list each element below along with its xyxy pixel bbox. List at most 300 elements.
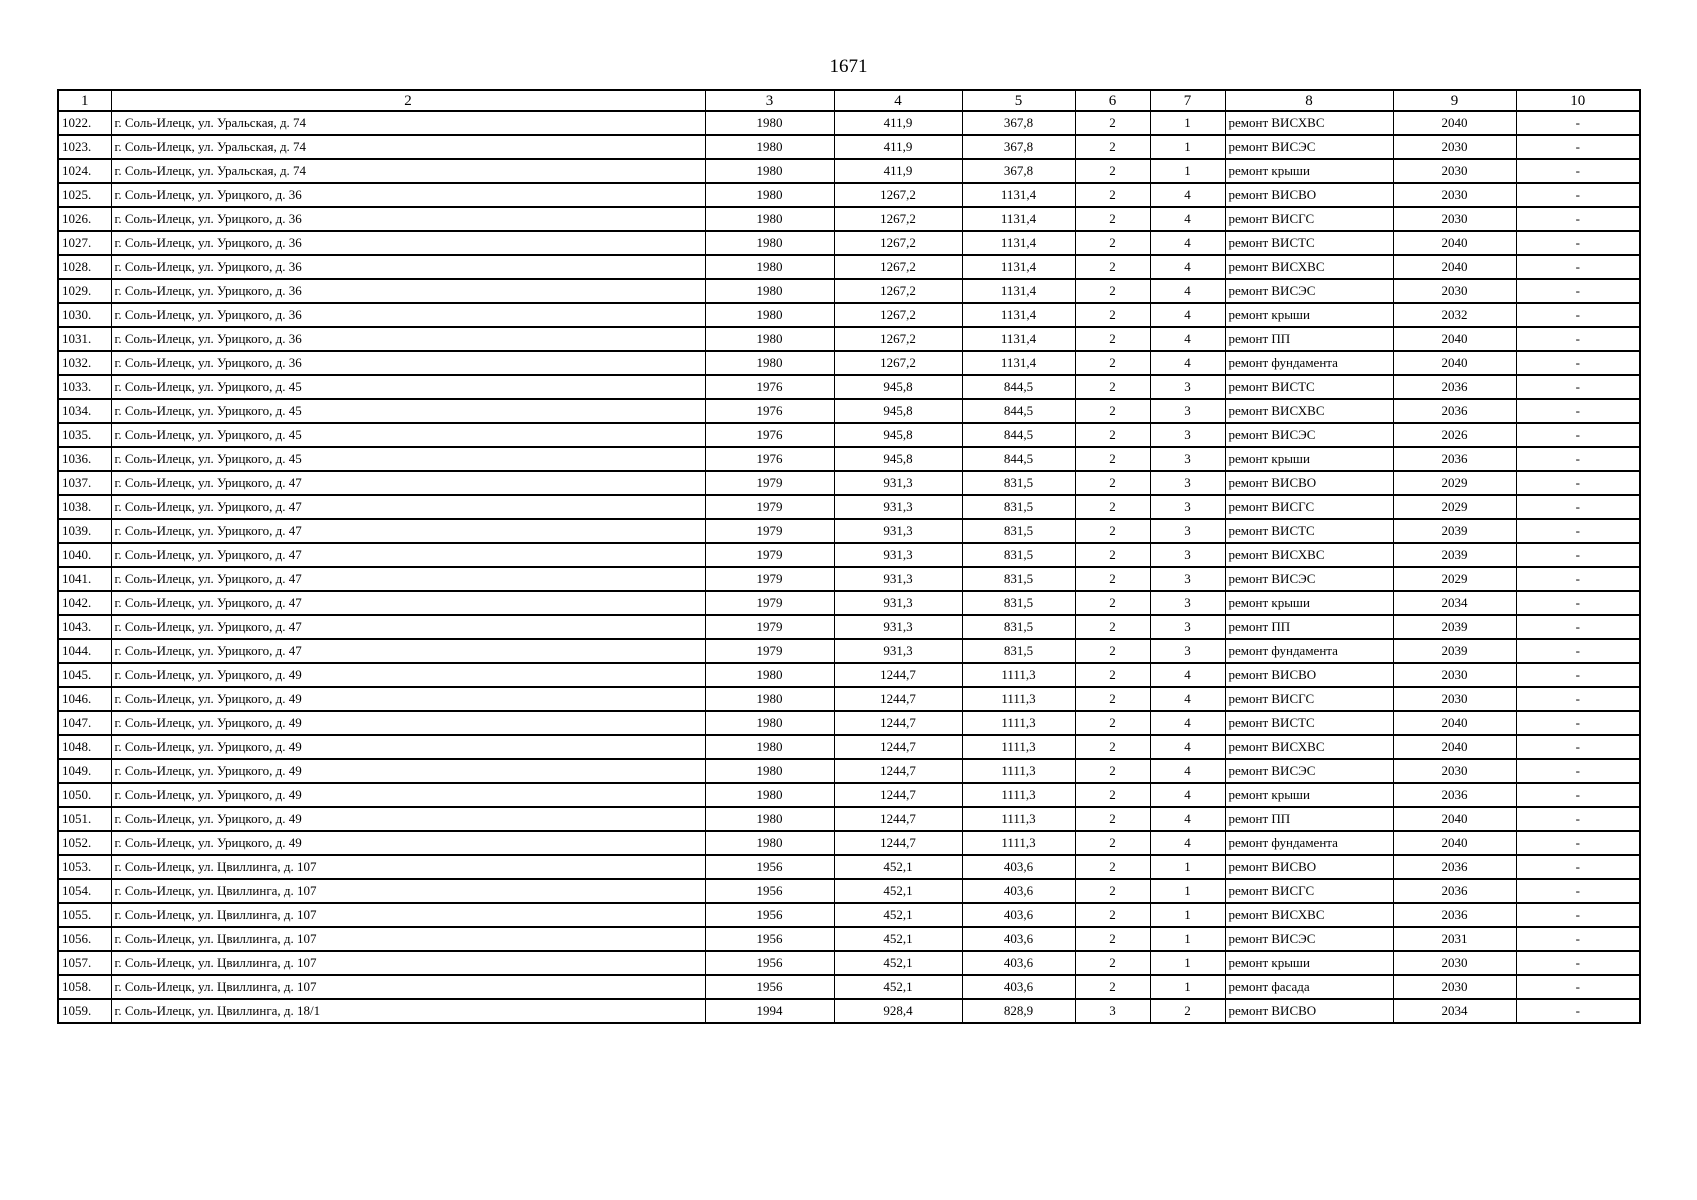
entrances-cell: 3 — [1150, 423, 1225, 447]
header-row — [58, 90, 1640, 111]
table-row — [58, 399, 1640, 423]
floors-cell: 2 — [1075, 471, 1150, 495]
table-row — [58, 111, 1640, 135]
column-header: 6 — [1075, 90, 1150, 111]
planned-year-cell: 2030 — [1393, 759, 1516, 783]
total-area-cell: 452,1 — [834, 927, 962, 951]
table-row — [58, 807, 1640, 831]
row-number-cell: 1053. — [58, 855, 111, 879]
work-type-cell: ремонт ВИСЭС — [1225, 927, 1393, 951]
planned-year-cell: 2036 — [1393, 879, 1516, 903]
total-area-cell: 1267,2 — [834, 327, 962, 351]
work-type-cell: ремонт крыши — [1225, 783, 1393, 807]
floors-cell: 2 — [1075, 135, 1150, 159]
planned-year-cell: 2034 — [1393, 999, 1516, 1023]
floors-cell: 2 — [1075, 207, 1150, 231]
entrances-cell: 4 — [1150, 279, 1225, 303]
work-type-cell: ремонт ВИСГС — [1225, 879, 1393, 903]
living-area-cell: 831,5 — [962, 567, 1075, 591]
planned-year-cell: 2039 — [1393, 543, 1516, 567]
total-area-cell: 452,1 — [834, 879, 962, 903]
table-row — [58, 471, 1640, 495]
total-area-cell: 931,3 — [834, 519, 962, 543]
note-cell: - — [1516, 471, 1640, 495]
table-row — [58, 951, 1640, 975]
floors-cell: 2 — [1075, 711, 1150, 735]
living-area-cell: 403,6 — [962, 855, 1075, 879]
address-cell: г. Соль-Илецк, ул. Уральская, д. 74 — [111, 111, 705, 135]
address-cell: г. Соль-Илецк, ул. Урицкого, д. 47 — [111, 567, 705, 591]
address-cell: г. Соль-Илецк, ул. Урицкого, д. 36 — [111, 231, 705, 255]
total-area-cell: 945,8 — [834, 399, 962, 423]
planned-year-cell: 2039 — [1393, 639, 1516, 663]
address-cell: г. Соль-Илецк, ул. Урицкого, д. 36 — [111, 351, 705, 375]
planned-year-cell: 2040 — [1393, 351, 1516, 375]
floors-cell: 2 — [1075, 951, 1150, 975]
work-type-cell: ремонт ВИСГС — [1225, 687, 1393, 711]
note-cell: - — [1516, 567, 1640, 591]
work-type-cell: ремонт ВИСВО — [1225, 183, 1393, 207]
table-header — [58, 90, 1640, 111]
table-row — [58, 207, 1640, 231]
row-number-cell: 1022. — [58, 111, 111, 135]
column-header: 7 — [1150, 90, 1225, 111]
table-row — [58, 183, 1640, 207]
work-type-cell: ремонт ВИСГС — [1225, 207, 1393, 231]
planned-year-cell: 2030 — [1393, 663, 1516, 687]
living-area-cell: 1131,4 — [962, 279, 1075, 303]
work-type-cell: ремонт ВИСВО — [1225, 999, 1393, 1023]
living-area-cell: 1111,3 — [962, 759, 1075, 783]
row-number-cell: 1038. — [58, 495, 111, 519]
build-year-cell: 1979 — [705, 519, 834, 543]
planned-year-cell: 2032 — [1393, 303, 1516, 327]
floors-cell: 2 — [1075, 159, 1150, 183]
planned-year-cell: 2029 — [1393, 567, 1516, 591]
living-area-cell: 1111,3 — [962, 687, 1075, 711]
living-area-cell: 367,8 — [962, 159, 1075, 183]
note-cell: - — [1516, 903, 1640, 927]
entrances-cell: 4 — [1150, 255, 1225, 279]
note-cell: - — [1516, 687, 1640, 711]
table-row — [58, 687, 1640, 711]
total-area-cell: 411,9 — [834, 111, 962, 135]
planned-year-cell: 2040 — [1393, 327, 1516, 351]
address-cell: г. Соль-Илецк, ул. Урицкого, д. 45 — [111, 399, 705, 423]
address-cell: г. Соль-Илецк, ул. Урицкого, д. 36 — [111, 279, 705, 303]
living-area-cell: 367,8 — [962, 135, 1075, 159]
living-area-cell: 831,5 — [962, 471, 1075, 495]
note-cell: - — [1516, 135, 1640, 159]
row-number-cell: 1041. — [58, 567, 111, 591]
floors-cell: 2 — [1075, 279, 1150, 303]
floors-cell: 2 — [1075, 975, 1150, 999]
address-cell: г. Соль-Илецк, ул. Цвиллинга, д. 107 — [111, 975, 705, 999]
floors-cell: 2 — [1075, 351, 1150, 375]
entrances-cell: 4 — [1150, 783, 1225, 807]
column-header: 4 — [834, 90, 962, 111]
total-area-cell: 928,4 — [834, 999, 962, 1023]
work-type-cell: ремонт ПП — [1225, 327, 1393, 351]
table-row — [58, 543, 1640, 567]
planned-year-cell: 2036 — [1393, 903, 1516, 927]
table-row — [58, 639, 1640, 663]
build-year-cell: 1980 — [705, 303, 834, 327]
note-cell: - — [1516, 375, 1640, 399]
address-cell: г. Соль-Илецк, ул. Урицкого, д. 47 — [111, 591, 705, 615]
total-area-cell: 1244,7 — [834, 807, 962, 831]
build-year-cell: 1976 — [705, 423, 834, 447]
column-header: 8 — [1225, 90, 1393, 111]
note-cell: - — [1516, 711, 1640, 735]
row-number-cell: 1048. — [58, 735, 111, 759]
total-area-cell: 931,3 — [834, 471, 962, 495]
living-area-cell: 1111,3 — [962, 711, 1075, 735]
entrances-cell: 3 — [1150, 471, 1225, 495]
floors-cell: 2 — [1075, 855, 1150, 879]
address-cell: г. Соль-Илецк, ул. Урицкого, д. 47 — [111, 615, 705, 639]
total-area-cell: 931,3 — [834, 567, 962, 591]
entrances-cell: 3 — [1150, 519, 1225, 543]
total-area-cell: 945,8 — [834, 447, 962, 471]
living-area-cell: 828,9 — [962, 999, 1075, 1023]
row-number-cell: 1055. — [58, 903, 111, 927]
planned-year-cell: 2030 — [1393, 183, 1516, 207]
planned-year-cell: 2036 — [1393, 375, 1516, 399]
note-cell: - — [1516, 111, 1640, 135]
work-type-cell: ремонт ВИСГС — [1225, 495, 1393, 519]
entrances-cell: 3 — [1150, 399, 1225, 423]
build-year-cell: 1956 — [705, 855, 834, 879]
note-cell: - — [1516, 591, 1640, 615]
address-cell: г. Соль-Илецк, ул. Цвиллинга, д. 107 — [111, 879, 705, 903]
table-row — [58, 303, 1640, 327]
work-type-cell: ремонт ВИСЭС — [1225, 567, 1393, 591]
note-cell: - — [1516, 519, 1640, 543]
table-row — [58, 519, 1640, 543]
work-type-cell: ремонт ВИСХВС — [1225, 543, 1393, 567]
address-cell: г. Соль-Илецк, ул. Урицкого, д. 49 — [111, 783, 705, 807]
work-type-cell: ремонт ПП — [1225, 807, 1393, 831]
column-header: 1 — [58, 90, 111, 111]
work-type-cell: ремонт фундамента — [1225, 639, 1393, 663]
row-number-cell: 1040. — [58, 543, 111, 567]
entrances-cell: 3 — [1150, 543, 1225, 567]
planned-year-cell: 2029 — [1393, 495, 1516, 519]
row-number-cell: 1036. — [58, 447, 111, 471]
note-cell: - — [1516, 303, 1640, 327]
total-area-cell: 931,3 — [834, 591, 962, 615]
note-cell: - — [1516, 759, 1640, 783]
floors-cell: 2 — [1075, 399, 1150, 423]
work-type-cell: ремонт ВИСЭС — [1225, 279, 1393, 303]
table-row — [58, 591, 1640, 615]
build-year-cell: 1980 — [705, 183, 834, 207]
floors-cell: 2 — [1075, 423, 1150, 447]
entrances-cell: 4 — [1150, 831, 1225, 855]
address-cell: г. Соль-Илецк, ул. Урицкого, д. 47 — [111, 495, 705, 519]
note-cell: - — [1516, 951, 1640, 975]
build-year-cell: 1980 — [705, 351, 834, 375]
work-type-cell: ремонт фундамента — [1225, 831, 1393, 855]
entrances-cell: 1 — [1150, 855, 1225, 879]
address-cell: г. Соль-Илецк, ул. Урицкого, д. 49 — [111, 735, 705, 759]
entrances-cell: 3 — [1150, 615, 1225, 639]
work-type-cell: ремонт ВИСВО — [1225, 855, 1393, 879]
table-row — [58, 831, 1640, 855]
total-area-cell: 1244,7 — [834, 687, 962, 711]
planned-year-cell: 2040 — [1393, 111, 1516, 135]
column-header: 5 — [962, 90, 1075, 111]
address-cell: г. Соль-Илецк, ул. Цвиллинга, д. 107 — [111, 855, 705, 879]
row-number-cell: 1034. — [58, 399, 111, 423]
work-type-cell: ремонт ВИСЭС — [1225, 135, 1393, 159]
build-year-cell: 1979 — [705, 543, 834, 567]
table-row — [58, 231, 1640, 255]
table-row — [58, 927, 1640, 951]
table-row — [58, 567, 1640, 591]
work-type-cell: ремонт крыши — [1225, 303, 1393, 327]
table-row — [58, 447, 1640, 471]
planned-year-cell: 2034 — [1393, 591, 1516, 615]
floors-cell: 2 — [1075, 255, 1150, 279]
table-row — [58, 783, 1640, 807]
row-number-cell: 1056. — [58, 927, 111, 951]
note-cell: - — [1516, 351, 1640, 375]
row-number-cell: 1039. — [58, 519, 111, 543]
row-number-cell: 1059. — [58, 999, 111, 1023]
planned-year-cell: 2030 — [1393, 207, 1516, 231]
note-cell: - — [1516, 423, 1640, 447]
planned-year-cell: 2030 — [1393, 279, 1516, 303]
entrances-cell: 3 — [1150, 375, 1225, 399]
total-area-cell: 411,9 — [834, 135, 962, 159]
work-type-cell: ремонт крыши — [1225, 591, 1393, 615]
row-number-cell: 1027. — [58, 231, 111, 255]
planned-year-cell: 2036 — [1393, 399, 1516, 423]
entrances-cell: 1 — [1150, 903, 1225, 927]
floors-cell: 2 — [1075, 183, 1150, 207]
row-number-cell: 1037. — [58, 471, 111, 495]
entrances-cell: 4 — [1150, 231, 1225, 255]
entrances-cell: 4 — [1150, 207, 1225, 231]
work-type-cell: ремонт ВИСЭС — [1225, 423, 1393, 447]
total-area-cell: 931,3 — [834, 639, 962, 663]
planned-year-cell: 2030 — [1393, 975, 1516, 999]
floors-cell: 2 — [1075, 687, 1150, 711]
living-area-cell: 831,5 — [962, 495, 1075, 519]
entrances-cell: 3 — [1150, 567, 1225, 591]
row-number-cell: 1057. — [58, 951, 111, 975]
row-number-cell: 1023. — [58, 135, 111, 159]
living-area-cell: 1131,4 — [962, 327, 1075, 351]
row-number-cell: 1049. — [58, 759, 111, 783]
note-cell: - — [1516, 255, 1640, 279]
living-area-cell: 403,6 — [962, 951, 1075, 975]
table-row — [58, 351, 1640, 375]
note-cell: - — [1516, 327, 1640, 351]
row-number-cell: 1026. — [58, 207, 111, 231]
total-area-cell: 1267,2 — [834, 231, 962, 255]
build-year-cell: 1976 — [705, 399, 834, 423]
work-type-cell: ремонт фасада — [1225, 975, 1393, 999]
living-area-cell: 844,5 — [962, 447, 1075, 471]
planned-year-cell: 2040 — [1393, 807, 1516, 831]
note-cell: - — [1516, 807, 1640, 831]
build-year-cell: 1980 — [705, 687, 834, 711]
build-year-cell: 1976 — [705, 447, 834, 471]
table-row — [58, 327, 1640, 351]
entrances-cell: 1 — [1150, 159, 1225, 183]
build-year-cell: 1980 — [705, 255, 834, 279]
note-cell: - — [1516, 783, 1640, 807]
row-number-cell: 1035. — [58, 423, 111, 447]
floors-cell: 2 — [1075, 591, 1150, 615]
planned-year-cell: 2040 — [1393, 231, 1516, 255]
entrances-cell: 4 — [1150, 303, 1225, 327]
address-cell: г. Соль-Илецк, ул. Уральская, д. 74 — [111, 159, 705, 183]
living-area-cell: 403,6 — [962, 975, 1075, 999]
living-area-cell: 844,5 — [962, 423, 1075, 447]
column-header: 9 — [1393, 90, 1516, 111]
floors-cell: 2 — [1075, 663, 1150, 687]
planned-year-cell: 2026 — [1393, 423, 1516, 447]
floors-cell: 2 — [1075, 735, 1150, 759]
row-number-cell: 1032. — [58, 351, 111, 375]
total-area-cell: 1267,2 — [834, 303, 962, 327]
floors-cell: 2 — [1075, 375, 1150, 399]
build-year-cell: 1980 — [705, 207, 834, 231]
address-cell: г. Соль-Илецк, ул. Урицкого, д. 49 — [111, 711, 705, 735]
floors-cell: 2 — [1075, 567, 1150, 591]
note-cell: - — [1516, 831, 1640, 855]
address-cell: г. Соль-Илецк, ул. Урицкого, д. 36 — [111, 303, 705, 327]
work-type-cell: ремонт ВИСХВС — [1225, 255, 1393, 279]
row-number-cell: 1031. — [58, 327, 111, 351]
build-year-cell: 1979 — [705, 567, 834, 591]
floors-cell: 2 — [1075, 447, 1150, 471]
address-cell: г. Соль-Илецк, ул. Цвиллинга, д. 107 — [111, 951, 705, 975]
planned-year-cell: 2036 — [1393, 783, 1516, 807]
living-area-cell: 831,5 — [962, 615, 1075, 639]
work-type-cell: ремонт фундамента — [1225, 351, 1393, 375]
work-type-cell: ремонт крыши — [1225, 951, 1393, 975]
planned-year-cell: 2039 — [1393, 615, 1516, 639]
total-area-cell: 1267,2 — [834, 183, 962, 207]
table-row — [58, 903, 1640, 927]
build-year-cell: 1980 — [705, 111, 834, 135]
total-area-cell: 452,1 — [834, 855, 962, 879]
row-number-cell: 1050. — [58, 783, 111, 807]
entrances-cell: 4 — [1150, 351, 1225, 375]
planned-year-cell: 2036 — [1393, 447, 1516, 471]
build-year-cell: 1980 — [705, 831, 834, 855]
table-row — [58, 759, 1640, 783]
planned-year-cell: 2031 — [1393, 927, 1516, 951]
note-cell: - — [1516, 183, 1640, 207]
build-year-cell: 1956 — [705, 879, 834, 903]
address-cell: г. Соль-Илецк, ул. Урицкого, д. 49 — [111, 759, 705, 783]
planned-year-cell: 2030 — [1393, 687, 1516, 711]
entrances-cell: 3 — [1150, 495, 1225, 519]
row-number-cell: 1058. — [58, 975, 111, 999]
build-year-cell: 1980 — [705, 231, 834, 255]
note-cell: - — [1516, 447, 1640, 471]
build-year-cell: 1980 — [705, 159, 834, 183]
floors-cell: 2 — [1075, 327, 1150, 351]
build-year-cell: 1994 — [705, 999, 834, 1023]
table-row — [58, 615, 1640, 639]
build-year-cell: 1980 — [705, 783, 834, 807]
entrances-cell: 4 — [1150, 711, 1225, 735]
row-number-cell: 1044. — [58, 639, 111, 663]
living-area-cell: 1131,4 — [962, 183, 1075, 207]
address-cell: г. Соль-Илецк, ул. Уральская, д. 74 — [111, 135, 705, 159]
floors-cell: 2 — [1075, 543, 1150, 567]
entrances-cell: 3 — [1150, 591, 1225, 615]
work-type-cell: ремонт ВИСВО — [1225, 471, 1393, 495]
build-year-cell: 1956 — [705, 975, 834, 999]
note-cell: - — [1516, 663, 1640, 687]
total-area-cell: 411,9 — [834, 159, 962, 183]
total-area-cell: 1244,7 — [834, 783, 962, 807]
living-area-cell: 1111,3 — [962, 831, 1075, 855]
address-cell: г. Соль-Илецк, ул. Урицкого, д. 47 — [111, 639, 705, 663]
total-area-cell: 931,3 — [834, 615, 962, 639]
total-area-cell: 452,1 — [834, 951, 962, 975]
address-cell: г. Соль-Илецк, ул. Урицкого, д. 49 — [111, 831, 705, 855]
note-cell: - — [1516, 231, 1640, 255]
living-area-cell: 831,5 — [962, 639, 1075, 663]
floors-cell: 2 — [1075, 927, 1150, 951]
floors-cell: 2 — [1075, 903, 1150, 927]
build-year-cell: 1980 — [705, 135, 834, 159]
note-cell: - — [1516, 159, 1640, 183]
address-cell: г. Соль-Илецк, ул. Урицкого, д. 36 — [111, 255, 705, 279]
entrances-cell: 4 — [1150, 807, 1225, 831]
entrances-cell: 4 — [1150, 663, 1225, 687]
total-area-cell: 1267,2 — [834, 207, 962, 231]
table-row — [58, 255, 1640, 279]
floors-cell: 2 — [1075, 879, 1150, 903]
table-row — [58, 999, 1640, 1023]
planned-year-cell: 2030 — [1393, 135, 1516, 159]
living-area-cell: 844,5 — [962, 399, 1075, 423]
note-cell: - — [1516, 735, 1640, 759]
entrances-cell: 1 — [1150, 927, 1225, 951]
row-number-cell: 1030. — [58, 303, 111, 327]
living-area-cell: 1131,4 — [962, 303, 1075, 327]
address-cell: г. Соль-Илецк, ул. Цвиллинга, д. 107 — [111, 903, 705, 927]
living-area-cell: 403,6 — [962, 903, 1075, 927]
build-year-cell: 1979 — [705, 471, 834, 495]
address-cell: г. Соль-Илецк, ул. Урицкого, д. 49 — [111, 807, 705, 831]
total-area-cell: 1267,2 — [834, 351, 962, 375]
build-year-cell: 1980 — [705, 807, 834, 831]
planned-year-cell: 2039 — [1393, 519, 1516, 543]
table-row — [58, 663, 1640, 687]
planned-year-cell: 2040 — [1393, 711, 1516, 735]
note-cell: - — [1516, 639, 1640, 663]
entrances-cell: 3 — [1150, 639, 1225, 663]
entrances-cell: 1 — [1150, 111, 1225, 135]
work-type-cell: ремонт ВИСТС — [1225, 375, 1393, 399]
note-cell: - — [1516, 975, 1640, 999]
build-year-cell: 1980 — [705, 279, 834, 303]
floors-cell: 2 — [1075, 783, 1150, 807]
build-year-cell: 1956 — [705, 903, 834, 927]
address-cell: г. Соль-Илецк, ул. Цвиллинга, д. 107 — [111, 927, 705, 951]
